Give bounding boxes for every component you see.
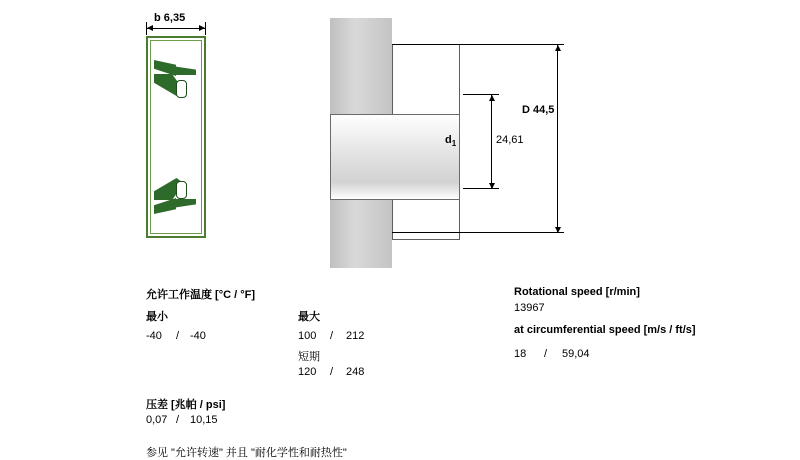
dimension-D-arrow-bottom [555, 227, 561, 233]
dimension-b-arrow-right [199, 25, 205, 31]
temperature-short-term-fahrenheit: 248 [346, 366, 365, 378]
temperature-col-min-header: 最小 [146, 311, 168, 323]
dimension-D-ext-top [392, 44, 564, 45]
garter-spring-icon-bottom [176, 181, 187, 199]
dimension-b-tick-right [205, 22, 206, 35]
circumferential-speed-fts: 59,04 [562, 348, 590, 360]
temperature-min-fahrenheit: -40 [190, 330, 206, 342]
dimension-D-arrow-top [555, 45, 561, 51]
dimension-b [146, 14, 206, 34]
rotational-speed-value: 13967 [514, 302, 545, 314]
pressure-separator: / [176, 414, 180, 426]
temperature-short-term-separator: / [330, 366, 334, 378]
pressure-value-psi: 10,15 [190, 414, 218, 426]
pressure-table-title: 压差 [兆帕 / psi] [146, 399, 226, 411]
garter-spring-icon-top [176, 80, 187, 98]
circumferential-speed-title: at circumferential speed [m/s / ft/s] [514, 324, 696, 336]
dimension-d1-subscript: 1 [451, 139, 457, 149]
temperature-table-title: 允许工作温度 [°C / °F] [146, 289, 256, 301]
dimension-b-arrow-left [147, 25, 153, 31]
circumferential-speed-ms: 18 [514, 348, 527, 360]
dimension-d1-symbol: d [445, 134, 452, 146]
speed-table [514, 286, 794, 360]
temperature-table [146, 286, 466, 459]
temperature-max-separator: / [330, 330, 334, 342]
dimension-d1-value: 24,61 [496, 134, 524, 146]
dimension-D [392, 42, 567, 242]
temperature-col-max-header: 最大 [298, 311, 320, 323]
dimension-D-ext-bottom [392, 232, 564, 233]
dimension-D-line [557, 44, 558, 233]
rotational-speed-title: Rotational speed [r/min] [514, 286, 640, 298]
temperature-max-celsius: 100 [298, 330, 317, 342]
temperature-max-fahrenheit: 212 [346, 330, 365, 342]
temperature-min-separator: / [176, 330, 180, 342]
dimension-b-label: b 6,35 [154, 12, 186, 24]
pressure-value-mpa: 0,07 [146, 414, 168, 426]
circumferential-speed-separator: / [544, 348, 548, 360]
temperature-short-term-label: 短期 [298, 351, 320, 363]
seal-cross-section [146, 36, 206, 238]
temperature-min-celsius: -40 [146, 330, 162, 342]
temperature-short-term-celsius: 120 [298, 366, 317, 378]
dimension-D-label: D 44,5 [522, 104, 555, 116]
dimension-b-line [146, 28, 206, 29]
table-footnote: 参见 "允许转速" 并且 "耐化学性和耐热性" [146, 447, 347, 459]
